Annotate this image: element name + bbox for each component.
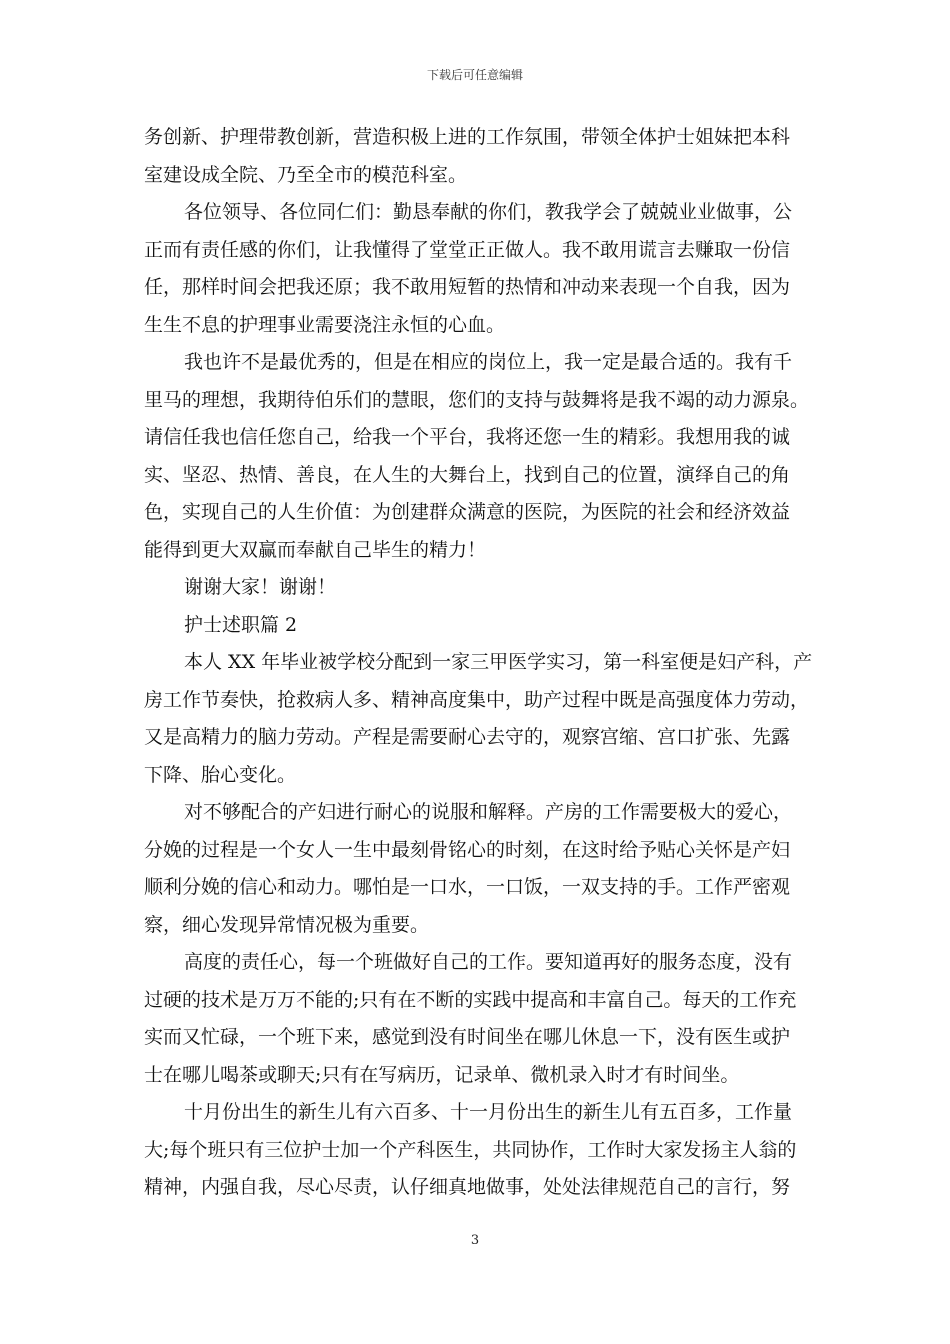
text-line: 室建设成全院、乃至全市的模范科室。 xyxy=(144,163,468,186)
text-line: 我也许不是最优秀的，但是在相应的岗位上，我一定是最合适的。我有千 xyxy=(184,351,793,373)
text-line: 各位领导、各位同仁们：勤恳奉献的你们，教我学会了兢兢业业做事，公 xyxy=(184,201,793,223)
document-body xyxy=(144,119,813,1207)
text-line: 谢谢大家！谢谢！ xyxy=(184,576,337,598)
text-line: 任，那样时间会把我还原；我不敢用短暂的热情和冲动来表现一个自我，因为 xyxy=(144,276,791,298)
text-line: 高度的责任心，每一个班做好自己的工作。要知道再好的服务态度，没有 xyxy=(184,951,793,973)
text-line: 务创新、护理带教创新，营造积极上进的工作氛围，带领全体护士姐妹把本科 xyxy=(144,126,791,148)
section-heading xyxy=(144,607,808,645)
text-line: 分娩的过程是一个女人一生中最刻骨铭心的时刻，在这时给予贴心关怀是产妇 xyxy=(144,838,791,861)
paragraph-4 xyxy=(144,569,808,607)
paragraph-3 xyxy=(144,344,808,569)
text-line: 房工作节奏快，抢救病人多、精神高度集中，助产过程中既是高强度体力劳动， xyxy=(144,688,810,711)
paragraph-6 xyxy=(144,794,808,944)
text-line: 色，实现自己的人生价值：为创建群众满意的医院，为医院的社会和经济效益 xyxy=(144,501,791,523)
paragraph-5 xyxy=(144,644,813,794)
text-line: 护士述职篇 2 xyxy=(184,613,298,636)
text-line: 正而有责任感的你们，让我懂得了堂堂正正做人。我不敢用谎言去赚取一份信 xyxy=(144,238,791,261)
page-number: 3 xyxy=(470,1233,480,1248)
text-line: 里马的理想，我期待伯乐们的慧眼，您们的支持与鼓舞将是我不竭的动力源泉。 xyxy=(144,388,810,411)
text-line: 生生不息的护理事业需要浇注永恒的心血。 xyxy=(144,313,506,336)
text-line: 本人 XX 年毕业被学校分配到一家三甲医学实习，第一科室便是妇产科，产 xyxy=(184,651,813,673)
text-line: 精神，内强自我，尽心尽责，认仔细真地做事，处处法律规范自己的言行，努 xyxy=(144,1176,791,1198)
text-line: 察，细心发现异常情况极为重要。 xyxy=(144,913,430,936)
text-line: 实、坚忍、热情、善良，在人生的大舞台上，找到自己的位置，演绎自己的角 xyxy=(144,463,791,486)
paragraph-1 xyxy=(144,119,808,194)
paragraph-7 xyxy=(144,944,808,1094)
paragraph-8 xyxy=(144,1094,808,1207)
text-line: 能得到更大双赢而奉献自己毕生的精力！ xyxy=(144,538,487,561)
text-line: 大;每个班只有三位护士加一个产科医生，共同协作，工作时大家发扬主人翁的 xyxy=(144,1138,797,1161)
paragraph-2 xyxy=(144,194,808,344)
text-line: 士在哪儿喝茶或聊天;只有在写病历，记录单、微机录入时才有时间坐。 xyxy=(144,1063,740,1086)
text-line: 实而又忙碌，一个班下来，感觉到没有时间坐在哪儿休息一下，没有医生或护 xyxy=(144,1026,791,1048)
text-line: 对不够配合的产妇进行耐心的说服和解释。产房的工作需要极大的爱心， xyxy=(184,801,793,823)
text-line: 请信任我也信任您自己，给我一个平台，我将还您一生的精彩。我想用我的诚 xyxy=(144,426,791,448)
text-line: 十月份出生的新生儿有六百多、十一月份出生的新生儿有五百多，工作量 xyxy=(184,1101,793,1123)
text-line: 又是高精力的脑力劳动。产程是需要耐心去守的，观察宫缩、宫口扩张、先露 xyxy=(144,726,791,748)
text-line: 过硬的技术是万万不能的;只有在不断的实践中提高和丰富自己。每天的工作充 xyxy=(144,988,797,1011)
text-line: 下降、胎心变化。 xyxy=(144,763,297,786)
text-line: 顺利分娩的信心和动力。哪怕是一口水，一口饭，一双支持的手。工作严密观 xyxy=(144,876,791,898)
page-header: 下载后可任意编辑 xyxy=(426,68,523,82)
